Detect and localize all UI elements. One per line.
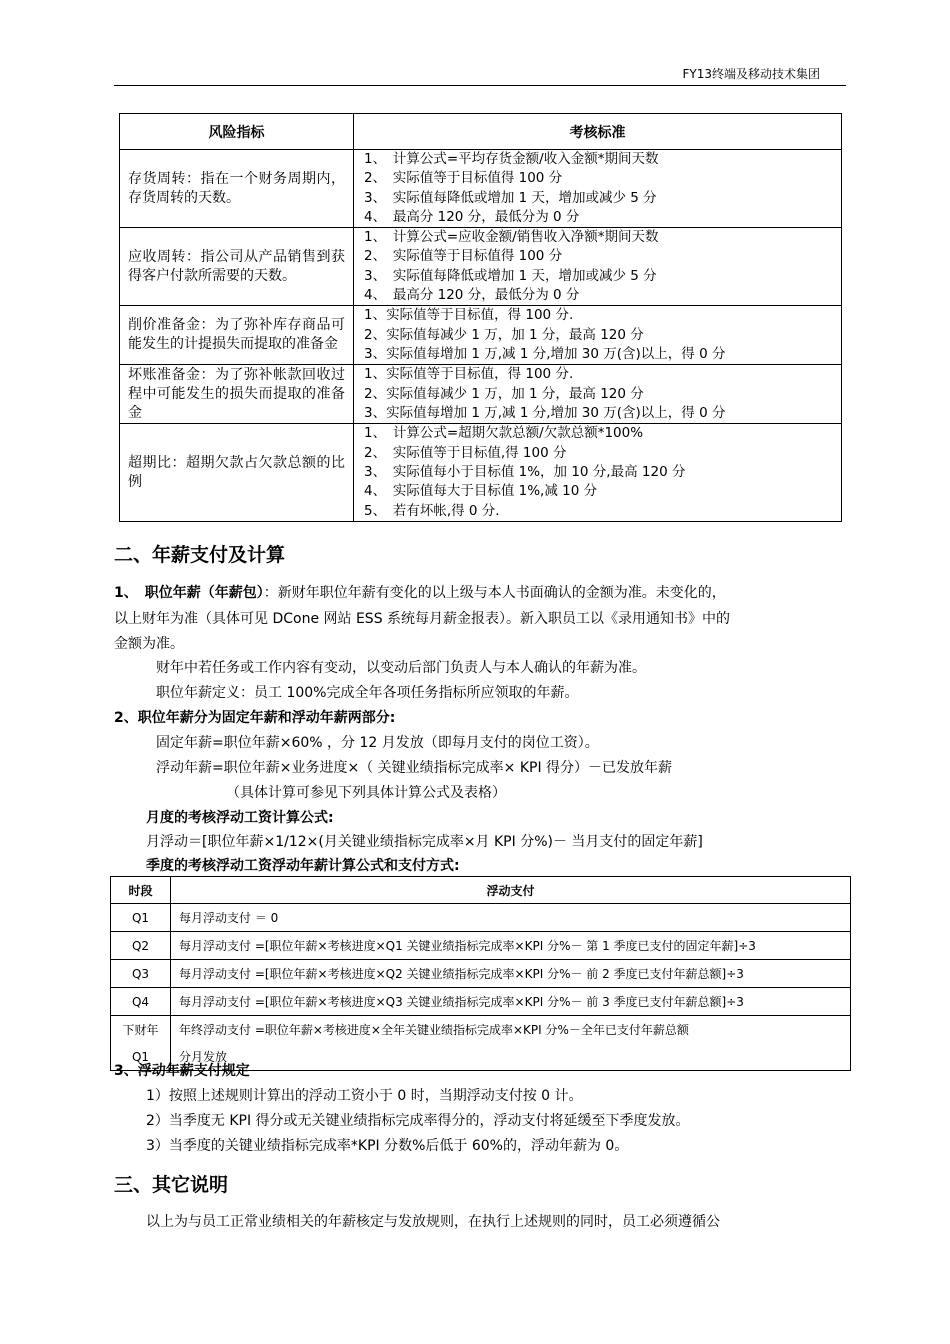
header-criteria: 考核标准 (354, 114, 842, 150)
criteria-line: 2、实际值每减少 1 万，加 1 分，最高 120 分 (364, 385, 644, 402)
table-row (111, 1016, 851, 1044)
criteria-line: 1、实际值等于目标值，得 100 分. (364, 366, 574, 383)
item3-heading: 3、浮动年薪支付规定 (114, 1063, 250, 1079)
item1-label: 1、 职位年薪（年薪包） (114, 585, 264, 601)
criteria-line: 3、 实际值每小于目标值 1%，加 10 分,最高 120 分 (364, 464, 686, 480)
table-row (120, 150, 842, 228)
risk-indicator-table (119, 113, 842, 522)
header-risk-indicator: 风险指标 (120, 114, 354, 150)
criteria-line: 4、 最高分 120 分，最低分为 0 分 (364, 208, 580, 225)
indicator-cell: 存货周转：指在一个财务周期内，存货周转的天数。 (120, 150, 354, 228)
float-salary-formula: 浮动年薪=职位年薪×业务进度×（ 关键业绩指标完成率× KPI 得分）－已发放年薪 (156, 760, 673, 776)
period-cell: Q3 (111, 960, 171, 988)
criteria-line: 2、实际值每减少 1 万，加 1 分，最高 120 分 (364, 326, 644, 343)
item1-line3: 金额为准。 (114, 636, 184, 652)
payment-cell: 分月发放 (171, 1043, 851, 1071)
rule-item: 2）当季度无 KPI 得分或无关键业绩指标完成率得分的，浮动支付将延缓至下季度发放。 (146, 1113, 690, 1129)
table-row (111, 932, 851, 960)
table-row (111, 988, 851, 1016)
section-3-title: 三、其它说明 (114, 1174, 229, 1196)
indicator-cell: 超期比：超期欠款占欠款总额的比例 (120, 424, 354, 522)
payment-cell: 每月浮动支付 =[职位年薪×考核进度×Q3 关键业绩指标完成率×KPI 分%－ 前 3 季度已支付年薪总额]÷3 (171, 988, 851, 1016)
section-3-text: 以上为与员工正常业绩相关的年薪核定与发放规则，在执行上述规则的同时，员工必须遵循公 (146, 1214, 720, 1230)
criteria-line: 1、实际值等于目标值，得 100 分. (364, 307, 574, 324)
criteria-line: 5、 若有坏帐,得 0 分. (364, 502, 500, 519)
table-row (111, 960, 851, 988)
section-2-title: 二、年薪支付及计算 (114, 544, 286, 566)
criteria-line: 4、 最高分 120 分，最低分为 0 分 (364, 287, 580, 304)
period-cell: Q1 (111, 904, 171, 932)
criteria-line: 3、实际值每增加 1 万,减 1 分,增加 30 万(含)以上，得 0 分 (364, 345, 726, 362)
period-cell: Q2 (111, 932, 171, 960)
header-org: FY13终端及移动技术集团 (682, 67, 820, 81)
criteria-line: 4、 实际值每大于目标值 1%,减 10 分 (364, 483, 598, 500)
paragraph: 财年中若任务或工作内容有变动，以变动后部门负责人与本人确认的年薪为准。 (156, 660, 646, 676)
fixed-salary-formula: 固定年薪=职位年薪×60% ，分 12 月发放（即每月支付的岗位工资）。 (156, 735, 599, 751)
item2-heading: 2、职位年薪分为固定年薪和浮动年薪两部分: (114, 710, 396, 726)
header-period: 时段 (111, 877, 171, 904)
period-cell: Q4 (111, 988, 171, 1016)
period-cell: Q1 (111, 1043, 171, 1071)
payment-cell: 每月浮动支付 =[职位年薪×考核进度×Q2 关键业绩指标完成率×KPI 分%－ 前 2 季度已支付年薪总额]÷3 (171, 960, 851, 988)
criteria-line: 3、 实际值每降低或增加 1 天，增加或减少 5 分 (364, 267, 657, 284)
criteria-cell (354, 424, 842, 522)
indicator-cell: 削价准备金：为了弥补库存商品可能发生的计提损失而提取的准备金 (120, 306, 354, 365)
table-row (120, 228, 842, 306)
item1-line1 (114, 582, 726, 602)
table-header-row (111, 877, 851, 904)
paragraph: 职位年薪定义：员工 100%完成全年各项任务指标所应领取的年薪。 (156, 685, 579, 701)
criteria-line: 2、 实际值等于目标值,得 100 分 (364, 444, 567, 461)
item1-line2: 以上财年为准（具体可见 DCone 网站 ESS 系统每月薪金报表）。新入职员工以《录用通知书》中的 (114, 611, 731, 627)
table-row (111, 904, 851, 932)
criteria-line: 1、 计算公式=应收金额/销售收入净额*期间天数 (364, 229, 659, 246)
criteria-cell (354, 150, 842, 228)
quarterly-heading: 季度的考核浮动工资浮动年薪计算公式和支付方式: (146, 858, 460, 874)
criteria-line: 3、实际值每增加 1 万,减 1 分,增加 30 万(含)以上，得 0 分 (364, 404, 726, 421)
criteria-cell (354, 228, 842, 306)
criteria-line: 1、 计算公式=平均存货金额/收入金额*期间天数 (364, 151, 659, 167)
period-cell: 下财年 (111, 1016, 171, 1044)
criteria-line: 3、 实际值每降低或增加 1 天，增加或减少 5 分 (364, 189, 657, 206)
header-payment: 浮动支付 (171, 877, 851, 904)
table-row (120, 306, 842, 365)
rule-item: 1）按照上述规则计算出的浮动工资小于 0 时，当期浮动支付按 0 计。 (146, 1088, 583, 1104)
float-note: （具体计算可参见下列具体计算公式及表格） (226, 785, 506, 801)
table-header-row (120, 114, 842, 150)
item1-text: ：新财年职位年薪有变化的以上级与本人书面确认的金额为准。未变化的， (263, 585, 726, 601)
payment-cell: 每月浮动支付 =[职位年薪×考核进度×Q1 关键业绩指标完成率×KPI 分%－ 第 1 季度已支付的固定年薪]÷3 (171, 932, 851, 960)
payment-cell: 年终浮动支付 =职位年薪×考核进度×全年关键业绩指标完成率×KPI 分%－全年已支付年薪总额 (171, 1016, 851, 1044)
indicator-cell: 应收周转：指公司从产品销售到获得客户付款所需要的天数。 (120, 228, 354, 306)
header-rule (114, 85, 846, 86)
table-row (120, 365, 842, 424)
criteria-cell (354, 306, 842, 365)
rule-item: 3）当季度的关键业绩指标完成率*KPI 分数%后低于 60%的，浮动年薪为 0。 (146, 1138, 629, 1154)
criteria-line: 2、 实际值等于目标值得 100 分 (364, 170, 563, 187)
criteria-cell (354, 365, 842, 424)
float-payment-table (110, 876, 851, 1071)
criteria-line: 2、 实际值等于目标值得 100 分 (364, 248, 563, 265)
table-row (120, 424, 842, 522)
indicator-cell: 坏账准备金：为了弥补帐款回收过程中可能发生的损失而提取的准备金 (120, 365, 354, 424)
monthly-heading: 月度的考核浮动工资计算公式: (146, 810, 334, 826)
payment-cell: 每月浮动支付 ＝ 0 (171, 904, 851, 932)
criteria-line: 1、 计算公式=超期欠款总额/欠款总额*100% (364, 425, 644, 442)
monthly-formula: 月浮动＝[职位年薪×1/12×(月关键业绩指标完成率×月 KPI 分%)－ 当月支付的固定年薪] (146, 834, 703, 850)
